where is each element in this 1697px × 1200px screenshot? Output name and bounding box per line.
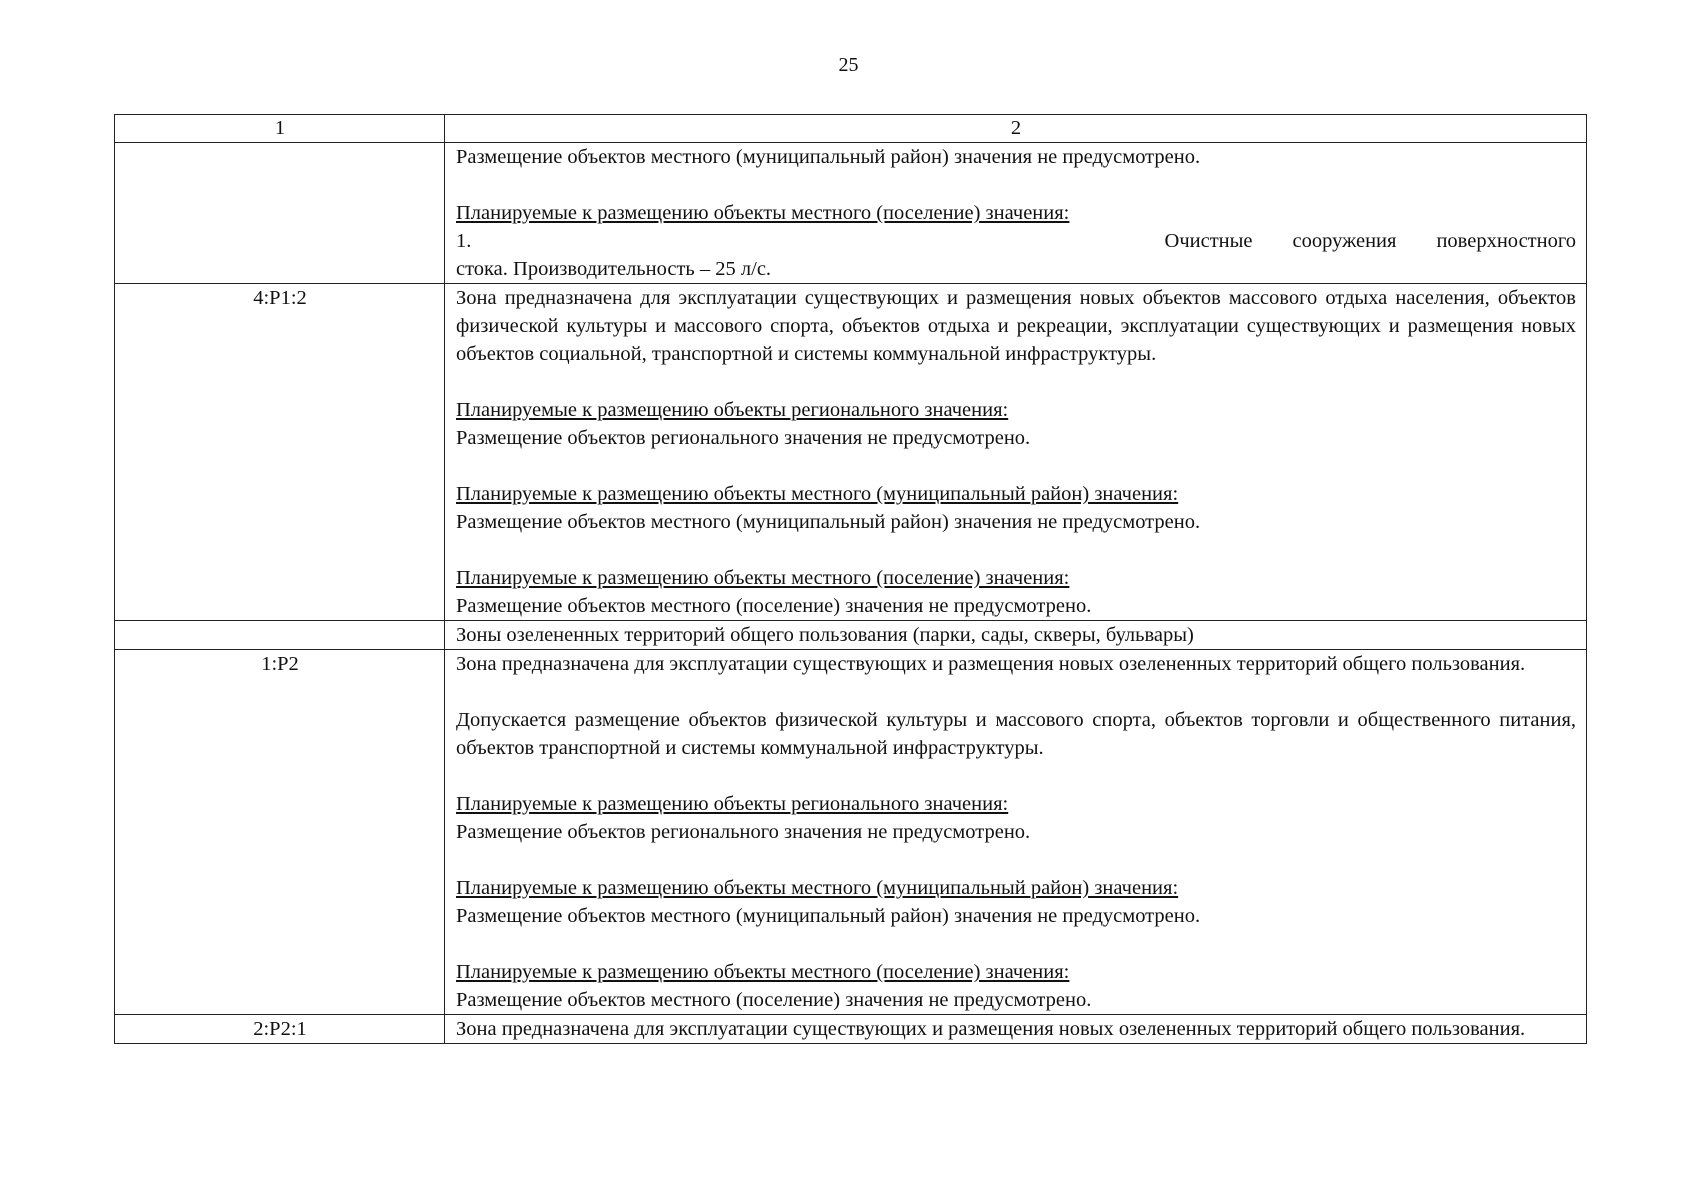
settlement-objects-text: Размещение объектов местного (поселение) значения не предусмотрено. xyxy=(456,989,1092,1011)
zone-purpose-text: Зона предназначена для эксплуатации существующих и размещения новых озелененных территорий общего пользования. xyxy=(456,1018,1526,1040)
settlement-objects-text: Размещение объектов местного (поселение) значения не предусмотрено. xyxy=(456,595,1092,617)
column-header-2: 2 xyxy=(445,115,1587,143)
regional-objects-text: Размещение объектов регионального значения не предусмотрено. xyxy=(456,821,1031,843)
allowed-objects-text: Допускается размещение объектов физической культуры и массового спорта, объектов торговли и общественного питания, объектов транспортной и системы коммунальной инфраструктуры. xyxy=(456,709,1576,759)
table-row xyxy=(115,650,1587,1015)
zones-table xyxy=(114,114,1587,1044)
page-number: 25 xyxy=(838,54,859,76)
zone-code-cell: 4:Р1:2 xyxy=(115,284,445,621)
item-word: Очистные xyxy=(1164,230,1253,252)
zone-purpose-text: Зона предназначена для эксплуатации существующих и размещения новых объектов массового отдыха населения, объектов физической культуры и массового спорта, объектов отдыха и рекреации, эксплуатации существующих и размещения новых объектов социальной, транспортной и системы коммунальной инфраструктуры. xyxy=(456,287,1576,365)
municipal-objects-text: Размещение объектов местного (муниципальный район) значения не предусмотрено. xyxy=(456,511,1201,533)
zone-code-cell xyxy=(115,621,445,650)
zone-code-cell: 2:Р2:1 xyxy=(115,1015,445,1044)
table-row xyxy=(115,1015,1587,1044)
zone-description-cell xyxy=(445,284,1587,621)
zone-description-cell xyxy=(445,1015,1587,1044)
column-header-1: 1 xyxy=(115,115,445,143)
municipal-objects-heading: Планируемые к размещению объекты местного (муниципальный район) значения: xyxy=(456,877,1179,899)
zone-code-cell xyxy=(115,143,445,284)
settlement-objects-heading: Планируемые к размещению объекты местного (поселение) значения: xyxy=(456,567,1070,589)
zone-description-cell xyxy=(445,143,1587,284)
zone-group-title: Зоны озелененных территорий общего пользования (парки, сады, скверы, бульвары) xyxy=(445,621,1587,650)
zone-code-cell: 1:Р2 xyxy=(115,650,445,1015)
municipal-objects-text: Размещение объектов местного (муниципальный район) значения не предусмотрено. xyxy=(456,146,1201,168)
table-row xyxy=(115,143,1587,284)
item-word: сооружения xyxy=(1292,230,1397,252)
table-row xyxy=(115,284,1587,621)
zone-description-cell xyxy=(445,650,1587,1015)
settlement-objects-heading: Планируемые к размещению объекты местного (поселение) значения: xyxy=(456,961,1070,983)
table-header-row xyxy=(115,115,1587,143)
regional-objects-heading: Планируемые к размещению объекты регионального значения: xyxy=(456,793,1009,815)
item-word: поверхностного xyxy=(1436,230,1576,252)
item-word: 1. xyxy=(456,230,472,252)
regional-objects-text: Размещение объектов регионального значения не предусмотрено. xyxy=(456,427,1031,449)
municipal-objects-text: Размещение объектов местного (муниципальный район) значения не предусмотрено. xyxy=(456,905,1201,927)
planned-object-item xyxy=(456,227,1576,255)
zone-purpose-text: Зона предназначена для эксплуатации существующих и размещения новых озелененных территорий общего пользования. xyxy=(456,653,1526,675)
table-row xyxy=(115,621,1587,650)
municipal-objects-heading: Планируемые к размещению объекты местного (муниципальный район) значения: xyxy=(456,483,1179,505)
settlement-objects-heading: Планируемые к размещению объекты местного (поселение) значения: xyxy=(456,202,1070,224)
regional-objects-heading: Планируемые к размещению объекты регионального значения: xyxy=(456,399,1009,421)
planned-object-item-continuation: стока. Производительность – 25 л/с. xyxy=(456,258,772,280)
